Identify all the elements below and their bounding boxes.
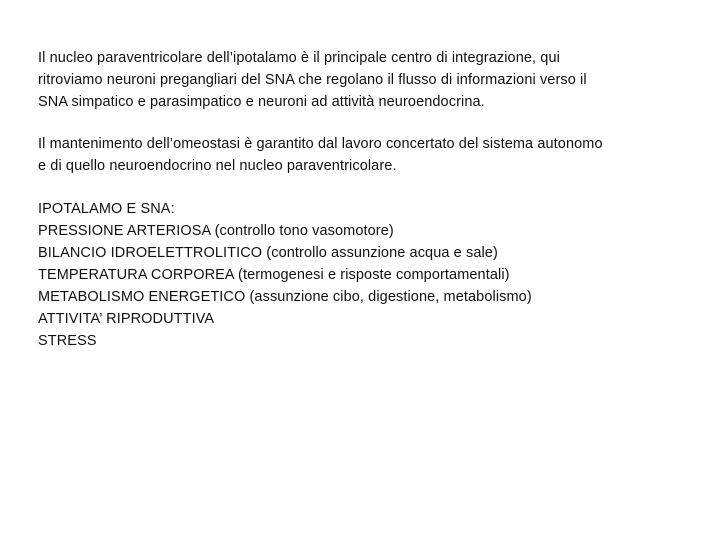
homeostasis-paragraph [38, 133, 688, 177]
list-item: METABOLISMO ENERGETICO (assunzione cibo, digestione, metabolismo) [38, 289, 532, 305]
paragraph-line: SNA simpatico e parasimpatico e neuroni ad attività neuroendocrina. [38, 94, 485, 110]
list-item: PRESSIONE ARTERIOSA (controllo tono vasomotore) [38, 223, 394, 239]
list-item: TEMPERATURA CORPOREA (termogenesi e risposte comportamentali) [38, 267, 510, 283]
list-item: ATTIVITA’ RIPRODUTTIVA [38, 311, 215, 327]
list-item: STRESS [38, 333, 97, 349]
list-heading: IPOTALAMO E SNA: [38, 201, 175, 217]
list-item: BILANCIO IDROELETTROLITICO (controllo assunzione acqua e sale) [38, 245, 498, 261]
functions-list [38, 198, 688, 352]
paragraph-line: Il mantenimento dell’omeostasi è garantito dal lavoro concertato del sistema autonomo [38, 136, 603, 152]
paragraph-line: ritroviamo neuroni pregangliari del SNA che regolano il flusso di informazioni verso il [38, 72, 587, 88]
intro-paragraph [38, 47, 688, 113]
paragraph-line: e di quello neuroendocrino nel nucleo paraventricolare. [38, 158, 397, 174]
paragraph-line: Il nucleo paraventricolare dell’ipotalamo è il principale centro di integrazione, qui [38, 50, 560, 66]
